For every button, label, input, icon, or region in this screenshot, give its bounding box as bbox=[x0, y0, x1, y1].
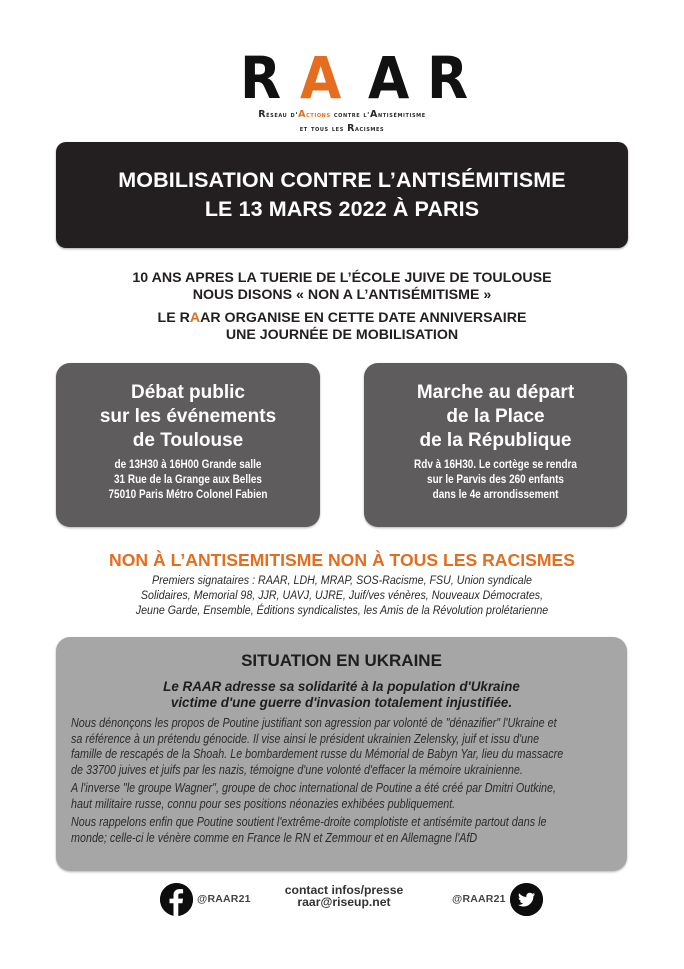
contact-email[interactable]: raar@riseup.net bbox=[297, 895, 391, 909]
facebook-icon[interactable] bbox=[160, 883, 193, 916]
ukraine-paragraph bbox=[71, 815, 616, 846]
logo-letter: A bbox=[368, 44, 409, 112]
paragraph-line: famille de rescapés de la Shoah. Le bombardement russe du Mémorial de Babyn Yar, lieu du massacre bbox=[71, 747, 564, 761]
event-title-line: sur les événements bbox=[99, 406, 277, 427]
signatories bbox=[0, 573, 684, 618]
event-detail-line: 75010 Paris Métro Colonel Fabien bbox=[108, 488, 268, 501]
event-detail-line: dans le 4e arrondissement bbox=[432, 488, 559, 501]
logo-wordmark bbox=[238, 44, 468, 112]
ukraine-section bbox=[56, 637, 627, 871]
paragraph-line: A l'inverse "le groupe Wagner", groupe de choc international de Poutine a été créé par Dmitri Outkine, bbox=[71, 781, 556, 795]
signatories-line: Premiers signataires : RAAR, LDH, MRAP, SOS-Racisme, FSU, Union syndicale bbox=[152, 573, 532, 587]
event-title-line: Débat public bbox=[130, 382, 245, 403]
twitter-link[interactable] bbox=[448, 882, 543, 916]
event-detail-line: sur le Parvis des 260 enfants bbox=[427, 473, 564, 486]
intro-line bbox=[0, 310, 684, 327]
footer bbox=[0, 880, 684, 920]
event-title-line: de la Place bbox=[446, 406, 545, 427]
logo-sub-part: A bbox=[370, 109, 378, 120]
intro-line: 10 ANS APRES LA TUERIE DE L’ÉCOLE JUIVE DE TOULOUSE bbox=[132, 270, 552, 286]
ukraine-lead bbox=[56, 679, 627, 711]
event-march-box bbox=[364, 363, 627, 527]
paragraph-line: Nous dénonçons les propos de Poutine justifiant son agression par volonté de "dénazifier" l'Ukraine et bbox=[71, 716, 557, 730]
event-title-line: de la République bbox=[419, 430, 572, 451]
contact-info bbox=[254, 884, 434, 908]
paragraph-line: de 33700 juives et juifs par les nazis, témoigne d'une volonté d'effacer la mémoire ukrainienne. bbox=[71, 762, 523, 777]
signatories-line: Solidaires, Memorial 98, JJR, UAVJ, UJRE, Juif/ves vénères, Nouveaux Démocrates, bbox=[140, 588, 544, 602]
logo-sub-part: ntisémitisme bbox=[378, 110, 426, 119]
logo-sub-part: ctions bbox=[306, 110, 331, 119]
logo-sub-part: acismes bbox=[355, 124, 385, 133]
logo-sub-part: R bbox=[258, 109, 267, 120]
event-detail-line: 31 Rue de la Grange aux Belles bbox=[114, 473, 262, 486]
slogan: NON À L’ANTISEMITISME NON À TOUS LES RACISMES bbox=[109, 550, 575, 570]
title-banner bbox=[56, 142, 628, 248]
paragraph-line: monde; celle-ci le vénère comme en France le RN et Zemmour et en Allemagne l'AfD bbox=[71, 830, 478, 845]
event-detail-line: de 13H30 à 16H00 Grande salle bbox=[114, 458, 262, 471]
twitter-icon[interactable] bbox=[510, 883, 543, 916]
logo-letter-highlight: A bbox=[300, 44, 341, 112]
banner-title: MOBILISATION CONTRE L’ANTISÉMITISME bbox=[118, 168, 566, 192]
twitter-handle[interactable]: @RAAR21 bbox=[452, 893, 506, 905]
signatories-line: Jeune Garde, Ensemble, Éditions syndicalistes, les Amis de la Révolution prolétarienne bbox=[135, 603, 549, 617]
intro-suffix: AR ORGANISE EN CETTE DATE ANNIVERSAIRE bbox=[200, 310, 527, 326]
event-debate-box bbox=[56, 363, 320, 527]
facebook-link[interactable] bbox=[160, 882, 255, 916]
logo-sub-part: A bbox=[298, 109, 307, 120]
logo-sub-part: et tous les bbox=[299, 124, 348, 133]
paragraph-line: sa référence à un prétendu génocide. Il vise ainsi le président ukrainien Zelensky, juif et issu d'une bbox=[71, 731, 540, 746]
logo-letter: R bbox=[240, 44, 281, 112]
logo-subtitle-line1 bbox=[0, 109, 684, 120]
ukraine-lead-line: Le RAAR adresse sa solidarité à la population d'Ukraine bbox=[163, 679, 520, 694]
raar-logo bbox=[0, 44, 684, 134]
logo-sub-part: contre l' bbox=[330, 110, 371, 119]
intro-line: NOUS DISONS « NON A L’ANTISÉMITISME » bbox=[192, 287, 492, 303]
ukraine-paragraph bbox=[71, 781, 616, 812]
logo-sub-part: éseau d' bbox=[266, 110, 299, 119]
facebook-handle[interactable]: @RAAR21 bbox=[197, 893, 251, 905]
ukraine-lead-line: victime d'une guerre d'invasion totalement injustifiée. bbox=[170, 695, 513, 710]
ukraine-title: SITUATION EN UKRAINE bbox=[241, 651, 442, 670]
paragraph-line: haut militaire russe, connu pour ses positions néonazies exhibées publiquement. bbox=[71, 796, 456, 811]
intro-line: UNE JOURNÉE DE MOBILISATION bbox=[225, 327, 459, 343]
event-title-line: de Toulouse bbox=[132, 430, 244, 451]
intro-orange-a: A bbox=[189, 310, 201, 326]
banner-date: LE 13 MARS 2022 À PARIS bbox=[204, 197, 480, 221]
logo-subtitle-line2 bbox=[0, 123, 684, 134]
contact-label: contact infos/presse bbox=[284, 883, 404, 897]
paragraph-line: Nous rappelons enfin que Poutine soutient l'extrême-droite complotiste et antisémite partout dans le bbox=[71, 815, 547, 829]
logo-sub-part: R bbox=[347, 123, 355, 134]
logo-letter: R bbox=[427, 44, 468, 112]
intro-text bbox=[0, 270, 684, 344]
ukraine-paragraph bbox=[71, 716, 616, 778]
event-detail-line: Rdv à 16H30. Le cortège se rendra bbox=[414, 458, 577, 471]
event-title-line: Marche au départ bbox=[416, 382, 575, 403]
ukraine-paragraphs bbox=[71, 716, 616, 849]
intro-prefix: LE R bbox=[157, 310, 190, 326]
